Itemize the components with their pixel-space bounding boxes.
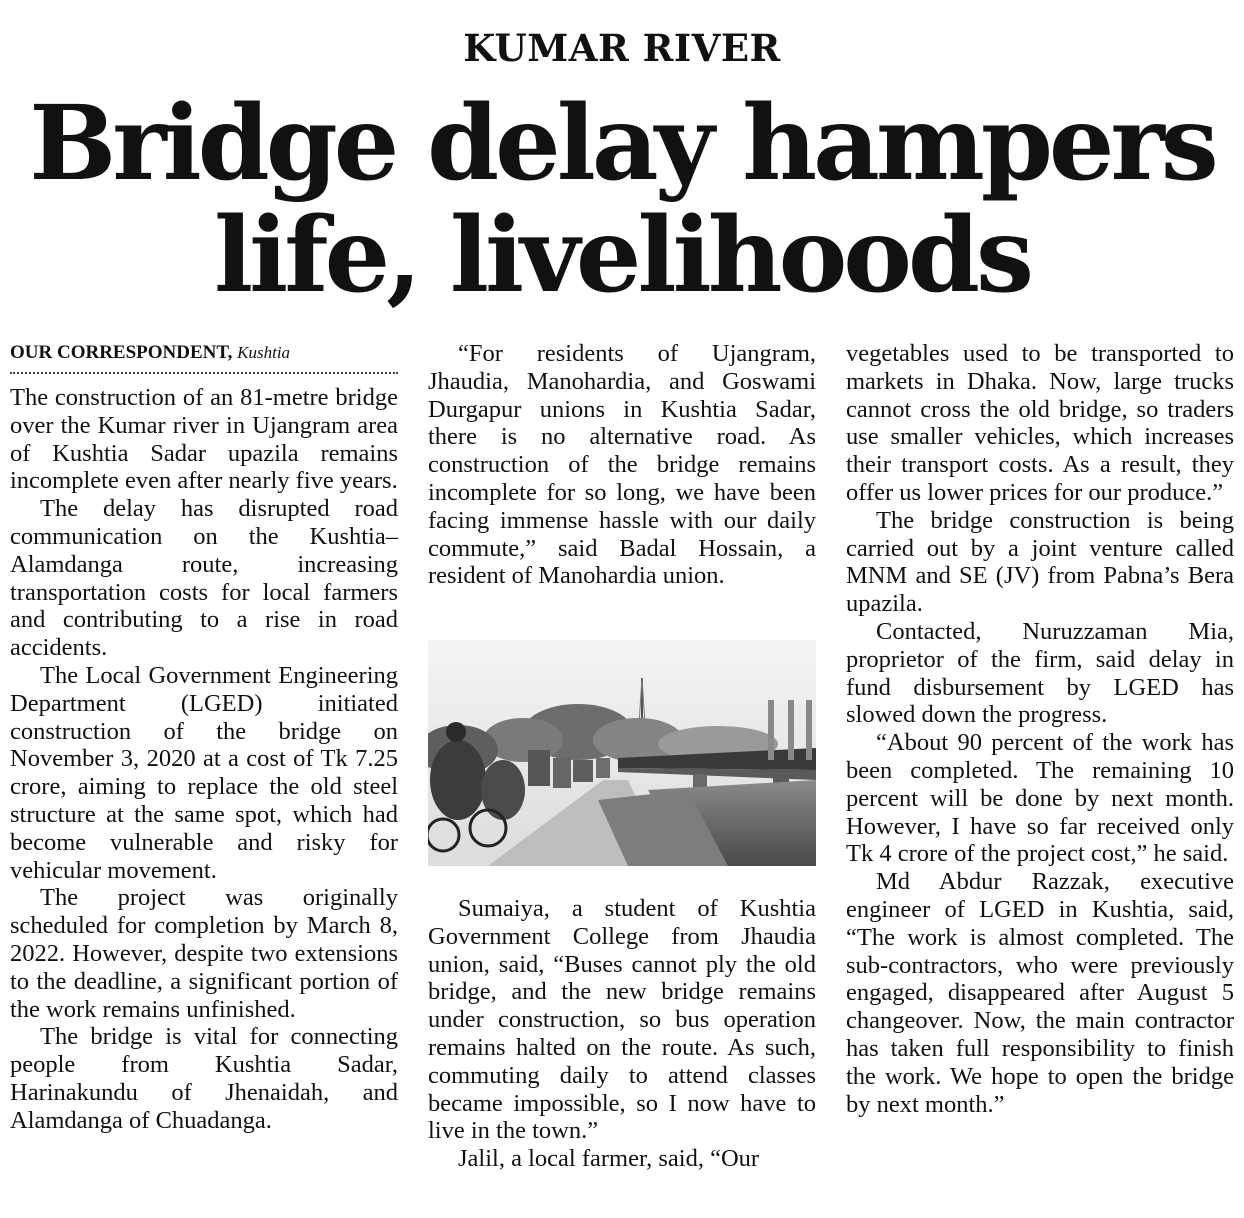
column-3 <box>846 340 1234 1118</box>
paragraph: The bridge construction is being carried out by a joint venture called MNM and SE (JV) from Pabna’s Bera upazila. <box>846 506 1234 618</box>
paragraph: The bridge is vital for connecting people from Kushtia Sadar, Harinakundu of Jhenaidah, and Alamdanga of Chuadanga. <box>10 1023 398 1134</box>
paragraph: The construction of an 81-metre bridge over the Kumar river in Ujangram area of Kushtia Sadar upazila remains incomplete even after nearly five years. <box>10 384 398 495</box>
headline <box>0 83 1244 316</box>
paragraph: vegetables used to be transported to markets in Dhaka. Now, large trucks cannot cross the old bridge, so traders use smaller vehicles, which increases their transport costs. As a result, they offer us lower prices for our produce.” <box>846 340 1234 506</box>
byline-location: Kushtia <box>237 343 291 362</box>
paragraph: “About 90 percent of the work has been completed. The remaining 10 percent will be done by next month. However, I have so far received only Tk 4 crore of the project cost,” he said. <box>846 729 1234 868</box>
column-2-bottom <box>428 895 816 1173</box>
byline-divider <box>10 372 398 374</box>
kicker: KUMAR RIVER <box>463 26 781 70</box>
byline-name: OUR CORRESPONDENT, <box>10 342 233 363</box>
paragraph: Contacted, Nuruzzaman Mia, proprietor of the firm, said delay in fund disbursement by LGED has slowed down the progress. <box>846 617 1234 729</box>
column-1 <box>10 340 398 1135</box>
paragraph: Sumaiya, a student of Kushtia Government College from Jhaudia union, said, “Buses cannot ply the old bridge, and the new bridge remains under construction, so bus operation remains halted on the route. As such, commuting daily to attend classes became impossible, so I now have to live in the town.” <box>428 895 816 1145</box>
bridge-photo <box>428 640 816 866</box>
headline-line-1: Bridge delay hampers <box>29 83 1215 204</box>
byline <box>10 340 398 366</box>
paragraph: The delay has disrupted road communication on the Kushtia–Alamdanga route, increasing transportation costs for local farmers and contributing to a rise in road accidents. <box>10 495 398 662</box>
column-2-top <box>428 340 816 590</box>
headline-line-2: life, livelihoods <box>214 195 1030 316</box>
paragraph: “For residents of Ujangram, Jhaudia, Manohardia, and Goswami Durgapur unions in Kushtia Sadar, there is no alternative road. As construction of the bridge remains incomplete for so long, we have been facing immense hassle with our daily commute,” said Badal Hossain, a resident of Manohardia union. <box>428 340 816 590</box>
paragraph: The Local Government Engineering Department (LGED) initiated construction of the bridge on November 3, 2020 at a cost of Tk 7.25 crore, aiming to replace the old steel structure at the same spot, which had become vulnerable and risky for vehicular movement. <box>10 661 398 884</box>
bridge-photo-image <box>428 640 816 866</box>
paragraph: Md Abdur Razzak, executive engineer of LGED in Kushtia, said, “The work is almost completed. The sub-contractors, who were previously engaged, disappeared after August 5 changeover. Now, the main contractor has taken full responsibility to finish the work. We hope to open the bridge by next month.” <box>846 868 1234 1118</box>
paragraph: The project was originally scheduled for completion by March 8, 2022. However, despite two extensions to the deadline, a significant portion of the work remains unfinished. <box>10 884 398 1023</box>
paragraph: Jalil, a local farmer, said, “Our <box>458 1145 760 1173</box>
